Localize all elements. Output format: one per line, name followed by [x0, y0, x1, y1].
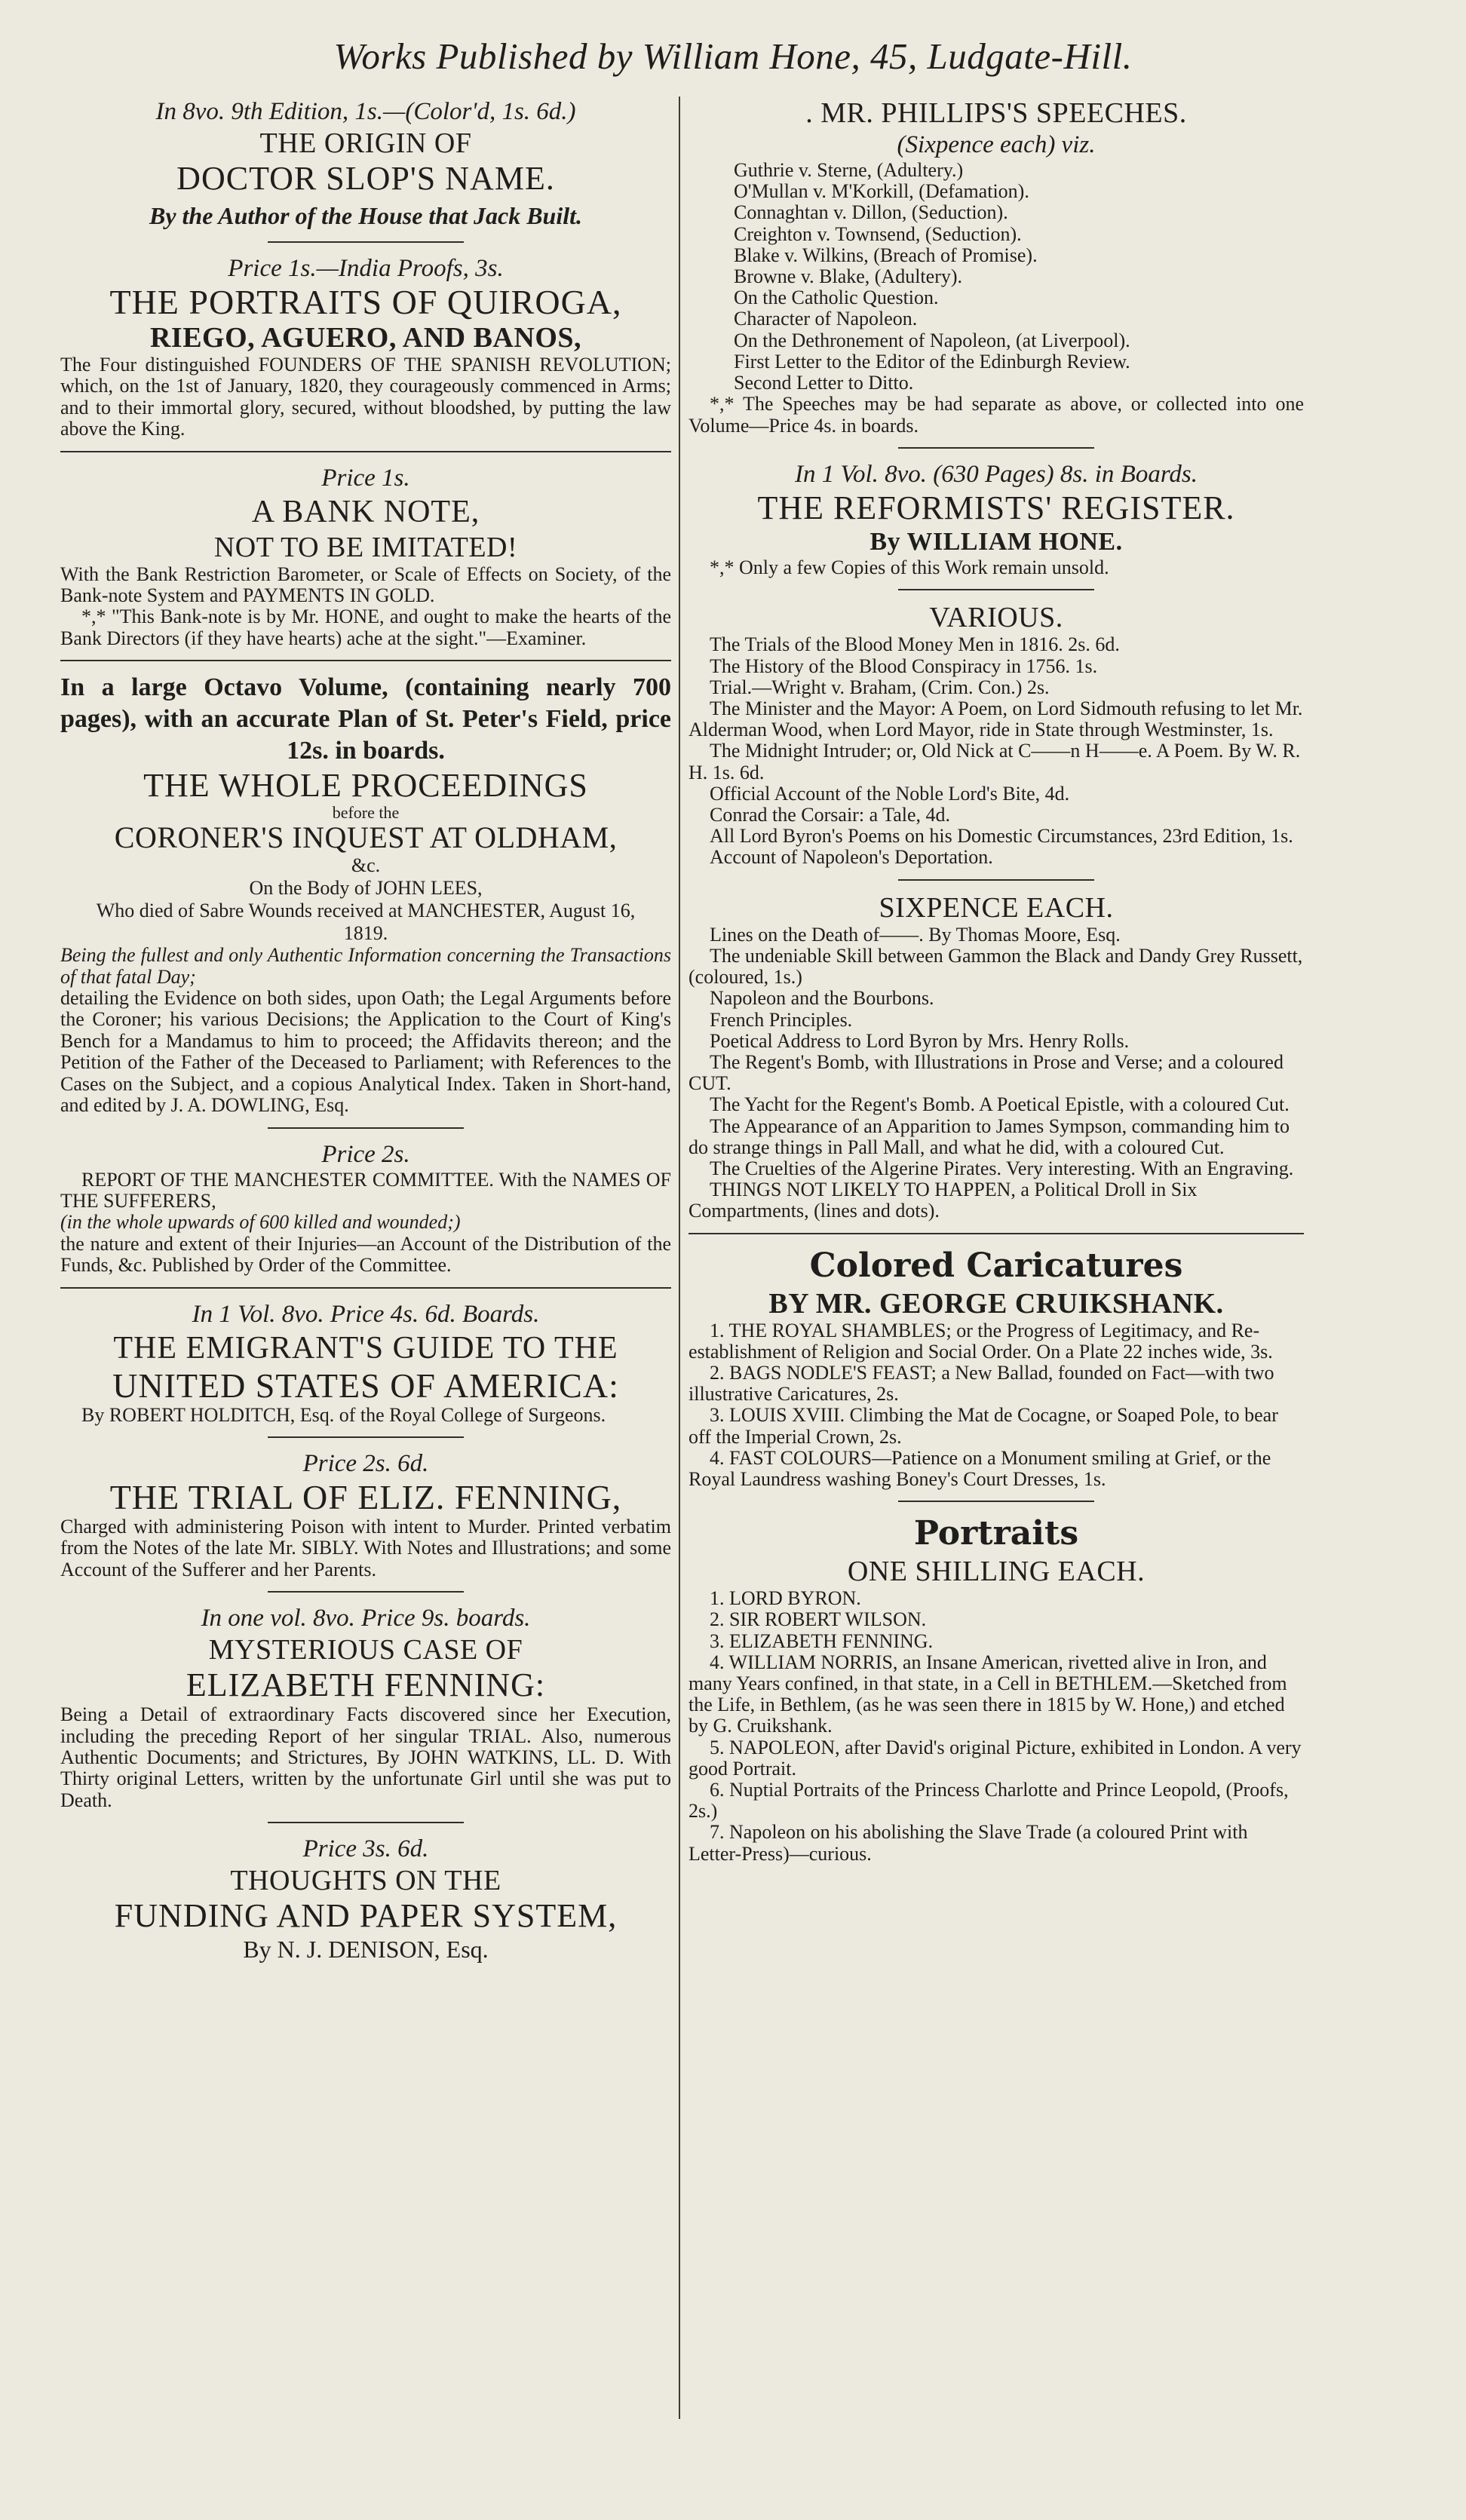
- list-item: The Yacht for the Regent's Bomb. A Poetical Epistle, with a coloured Cut.: [710, 1093, 1290, 1116]
- list-item: Connaghtan v. Dillon, (Seduction).: [734, 201, 1008, 224]
- title-line: THE WHOLE PROCEEDINGS: [143, 767, 588, 805]
- list-item: Blake v. Wilkins, (Breach of Promise).: [734, 244, 1038, 266]
- divider: [898, 1501, 1094, 1502]
- title-line: RIEGO, AGUERO, AND BANOS,: [149, 322, 582, 354]
- list-item: 4. FAST COLOURS—Patience on a Monument smiling at Grief, or the Royal Laundress washing Boney's Court Dresses, 1s.: [689, 1446, 1271, 1490]
- section-subtitle: ONE SHILLING EACH.: [847, 1556, 1146, 1588]
- left-column: [60, 97, 671, 1964]
- list-item: 1. LORD BYRON.: [710, 1587, 861, 1610]
- ad-quiroga-portraits: [60, 253, 671, 452]
- ad-oldham-inquest: [60, 672, 671, 1128]
- title-line: THE ORIGIN OF: [259, 127, 472, 159]
- ad-body: The Four distinguished FOUNDERS OF THE SPANISH REVOLUTION; which, on the 1st of January, 1820, they courageously commenced in Arms; and to their immortal glory, secured, without bloodshed, by putting the law above the King.: [60, 354, 671, 440]
- list-item: Guthrie v. Sterne, (Adultery.): [734, 159, 964, 181]
- price-line: In 8vo. 9th Edition, 1s.—(Color'd, 1s. 6d.): [155, 98, 576, 125]
- price-line: In 1 Vol. 8vo. Price 4s. 6d. Boards.: [192, 1300, 540, 1328]
- list-item: 1. THE ROYAL SHAMBLES; or the Progress of Legitimacy, and Re-establishment of Religion and Social Order. On a Plate 22 inches wide, 3s.: [689, 1319, 1273, 1363]
- ad-body: By ROBERT HOLDITCH, Esq. of the Royal College of Surgeons.: [81, 1403, 606, 1426]
- ad-body: the nature and extent of their Injuries—an Account of the Distribution of the Funds, &c. Published by Order of the Committee.: [60, 1232, 671, 1277]
- caricatures-list: [689, 1320, 1304, 1491]
- list-item: Creighton v. Townsend, (Seduction).: [734, 222, 1022, 245]
- list-item: 3. LOUIS XVIII. Climbing the Mat de Cocagne, or Soaped Pole, to bear off the Imperial Crown, 2s.: [689, 1404, 1278, 1448]
- price-line: Price 1s.: [321, 464, 410, 492]
- list-item: The undeniable Skill between Gammon the Black and Dandy Grey Russett, (coloured, 1s.): [689, 944, 1303, 989]
- ad-note: *,* Only a few Copies of this Work remain unsold.: [710, 556, 1109, 579]
- right-column: [689, 97, 1304, 1865]
- ad-body: With the Bank Restriction Barometer, or Scale of Effects on Society, of the Bank-note System and PAYMENTS IN GOLD.: [60, 563, 671, 607]
- ad-fenning-trial: [60, 1449, 671, 1593]
- title-line: THE TRIAL OF ELIZ. FENNING,: [109, 1477, 622, 1516]
- ad-phillips-speeches: [689, 97, 1304, 449]
- list-item: The Appearance of an Apparition to James Sympson, commanding him to do strange things in Pall Mall, and what he did, with a coloured Cut.: [689, 1114, 1290, 1158]
- list-item: Second Letter to Ditto.: [734, 372, 914, 394]
- list-item: 6. Nuptial Portraits of the Princess Charlotte and Prince Leopold, (Proofs, 2s.): [689, 1778, 1289, 1823]
- list-item: Browne v. Blake, (Adultery).: [734, 265, 963, 288]
- ad-funding-system: [60, 1834, 671, 1964]
- list-item: Character of Napoleon.: [734, 308, 918, 330]
- list-item: All Lord Byron's Poems on his Domestic Circumstances, 23rd Edition, 1s.: [710, 825, 1293, 848]
- section-subtitle: (Sixpence each) viz.: [897, 131, 1096, 158]
- intro: In a large Octavo Volume, (containing nearly 700 pages), with an accurate Plan of St. Peter's Field, price 12s. in boards.: [60, 673, 671, 765]
- ad-body: Who died of Sabre Wounds received at MANCHESTER, August 16, 1819.: [96, 900, 636, 945]
- divider: [898, 879, 1094, 881]
- list-item: The Cruelties of the Algerine Pirates. Very interesting. With an Engraving.: [710, 1157, 1294, 1179]
- list-item: 2. SIR ROBERT WILSON.: [710, 1608, 927, 1631]
- list-item: THINGS NOT LIKELY TO HAPPEN, a Political Droll in Six Compartments, (lines and dots).: [689, 1179, 1198, 1222]
- section-colored-caricatures: [689, 1245, 1304, 1503]
- ad-note: *,* The Speeches may be had separate as above, or collected into one Volume—Price 4s. in boards.: [689, 393, 1304, 437]
- list-item: The Minister and the Mayor: A Poem, on Lord Sidmouth refusing to let Mr. Alderman Wood, when Lord Mayor, ride in State through Westminster, 1s.: [689, 697, 1303, 741]
- list-item: O'Mullan v. M'Korkill, (Defamation).: [734, 180, 1029, 203]
- title-line: THE REFORMISTS' REGISTER.: [757, 489, 1235, 527]
- ad-bank-note: [60, 463, 671, 662]
- section-title: Colored Caricatures: [809, 1246, 1183, 1285]
- divider: [60, 660, 671, 661]
- title-line: THE PORTRAITS OF QUIROGA,: [109, 283, 622, 321]
- section-title: Portraits: [913, 1514, 1079, 1553]
- column-divider: [679, 97, 680, 2419]
- divider: [898, 589, 1094, 590]
- section-various: [689, 601, 1304, 880]
- divider: [898, 447, 1094, 449]
- title-line: MYSTERIOUS CASE OF: [208, 1634, 523, 1666]
- divider: [268, 1127, 464, 1129]
- divider: [689, 1233, 1304, 1234]
- section-portraits: [689, 1513, 1304, 1865]
- list-item: 3. ELIZABETH FENNING.: [710, 1629, 934, 1652]
- ad-quote: *,* "This Bank-note is by Mr. HONE, and ought to make the hearts of the Bank Directors (if they have hearts) ache at the sight."—Examiner.: [60, 605, 671, 649]
- ad-mysterious-case: [60, 1603, 671, 1823]
- price-line: In one vol. 8vo. Price 9s. boards.: [201, 1605, 531, 1632]
- section-title: SIXPENCE EACH.: [879, 891, 1114, 924]
- title-line: A BANK NOTE,: [251, 494, 480, 529]
- section-title: . MR. PHILLIPS'S SPEECHES.: [805, 97, 1187, 129]
- list-item: On the Dethronement of Napoleon, (at Liverpool).: [734, 329, 1130, 351]
- title-line: DOCTOR SLOP'S NAME.: [176, 160, 555, 197]
- list-item: Napoleon and the Bourbons.: [710, 987, 934, 1010]
- byline: By WILLIAM HONE.: [869, 528, 1123, 556]
- list-item: The Regent's Bomb, with Illustrations in Prose and Verse; and a coloured CUT.: [689, 1050, 1284, 1095]
- section-sixpence-each: [689, 891, 1304, 1234]
- section-title: VARIOUS.: [929, 602, 1063, 634]
- ad-description-italic: Being the fullest and only Authentic Information concerning the Transactions of that fatal Day;: [60, 944, 671, 988]
- ad-body: On the Body of JOHN LEES,: [249, 877, 483, 900]
- portraits-list: [689, 1588, 1304, 1865]
- ad-body-italic: (in the whole upwards of 600 killed and wounded;): [60, 1211, 461, 1234]
- ad-body: Charged with administering Poison with intent to Murder. Printed verbatim from the Notes of the late Mr. SIBLY. With Notes and Illustrations; and some Account of the Sufferer and her Parents.: [60, 1515, 671, 1580]
- connector: before the: [332, 803, 400, 823]
- title-line: UNITED STATES OF AMERICA:: [112, 1366, 619, 1405]
- ad-reformists-register: [689, 459, 1304, 590]
- connector: &c.: [351, 854, 381, 877]
- byline: By N. J. DENISON, Esq.: [243, 1936, 489, 1964]
- title-line: CORONER'S INQUEST AT OLDHAM,: [114, 820, 618, 855]
- divider: [268, 1436, 464, 1438]
- byline: BY MR. GEORGE CRUIKSHANK.: [768, 1287, 1224, 1320]
- title-line: THE EMIGRANT'S GUIDE TO THE: [113, 1330, 618, 1366]
- page-header: Works Published by William Hone, 45, Ludgate-Hill.: [333, 35, 1133, 77]
- ad-manchester-report: [60, 1139, 671, 1289]
- divider: [268, 241, 464, 243]
- list-item: Poetical Address to Lord Byron by Mrs. Henry Rolls.: [710, 1029, 1130, 1052]
- price-line: Price 2s. 6d.: [302, 1449, 429, 1477]
- list-item: The Trials of the Blood Money Men in 1816. 2s. 6d.: [710, 633, 1120, 656]
- price-line: Price 3s. 6d.: [302, 1835, 429, 1863]
- title-line: FUNDING AND PAPER SYSTEM,: [114, 1897, 618, 1935]
- various-list: [689, 634, 1304, 868]
- price-line: In 1 Vol. 8vo. (630 Pages) 8s. in Boards.: [794, 461, 1198, 489]
- list-item: 7. Napoleon on his abolishing the Slave Trade (a coloured Print with Letter-Press)—curious.: [689, 1821, 1248, 1865]
- title-line: NOT TO BE IMITATED!: [213, 531, 518, 563]
- speeches-list: [689, 160, 1304, 394]
- list-item: Official Account of the Noble Lord's Bite, 4d.: [710, 782, 1070, 805]
- list-item: Lines on the Death of——. By Thomas Moore, Esq.: [710, 923, 1121, 946]
- list-item: 4. WILLIAM NORRIS, an Insane American, rivetted alive in Iron, and many Years confined, in that state, in a Cell in BETHLEM.—Sketched from the Life, in Bethlem, (as he was seen there in 1815 by W. Hone,) and etched by G. Cruikshank.: [689, 1651, 1287, 1737]
- ad-doctor-slop: [60, 97, 671, 243]
- list-item: Account of Napoleon's Deportation.: [710, 846, 993, 869]
- byline: By the Author of the House that Jack Built.: [149, 202, 582, 229]
- list-item: First Letter to the Editor of the Edinburgh Review.: [734, 350, 1130, 372]
- list-item: 2. BAGS NODLE'S FEAST; a New Ballad, founded on Fact—with two illustrative Caricatures, 2s.: [689, 1361, 1274, 1406]
- list-item: Conrad the Corsair: a Tale, 4d.: [710, 804, 951, 826]
- list-item: 5. NAPOLEON, after David's original Picture, exhibited in London. A very good Portrait.: [689, 1736, 1302, 1780]
- ad-body: Being a Detail of extraordinary Facts discovered since her Execution, including the preceding Report of her singular TRIAL. Also, numerous Authentic Documents; and Strictures, By JOHN WATKINS, LL. D. With Thirty original Letters, written by the unfortunate Girl until she was put to Death.: [60, 1703, 671, 1811]
- sixpence-list: [689, 924, 1304, 1222]
- title-line: ELIZABETH FENNING:: [186, 1666, 546, 1704]
- ad-body: REPORT OF THE MANCHESTER COMMITTEE. With the NAMES OF THE SUFFERERS,: [60, 1168, 671, 1212]
- divider: [60, 451, 671, 452]
- list-item: The Midnight Intruder; or, Old Nick at C——n H——e. A Poem. By W. R. H. 1s. 6d.: [689, 740, 1301, 783]
- price-line: Price 1s.—India Proofs, 3s.: [228, 255, 504, 282]
- list-item: Trial.—Wright v. Braham, (Crim. Con.) 2s.: [710, 676, 1050, 698]
- list-item: French Principles.: [710, 1008, 853, 1031]
- divider: [60, 1287, 671, 1289]
- list-item: The History of the Blood Conspiracy in 1756. 1s.: [710, 655, 1098, 677]
- title-line: THOUGHTS ON THE: [230, 1865, 501, 1897]
- ad-emigrants-guide: [60, 1299, 671, 1438]
- ad-description: detailing the Evidence on both sides, upon Oath; the Legal Arguments before the Coroner; his various Decisions; the Application to the Court of King's Bench for a Mandamus to him to proceed; the Affidavits thereon; and the Petition of the Father of the Deceased to Parliament; with References to the Cases on the Subject, and a copious Analytical Index. Taken in Short-hand, and edited by J. A. DOWLING, Esq.: [60, 987, 671, 1117]
- divider: [268, 1591, 464, 1593]
- list-item: On the Catholic Question.: [734, 287, 939, 309]
- price-line: Price 2s.: [321, 1140, 410, 1168]
- divider: [268, 1822, 464, 1823]
